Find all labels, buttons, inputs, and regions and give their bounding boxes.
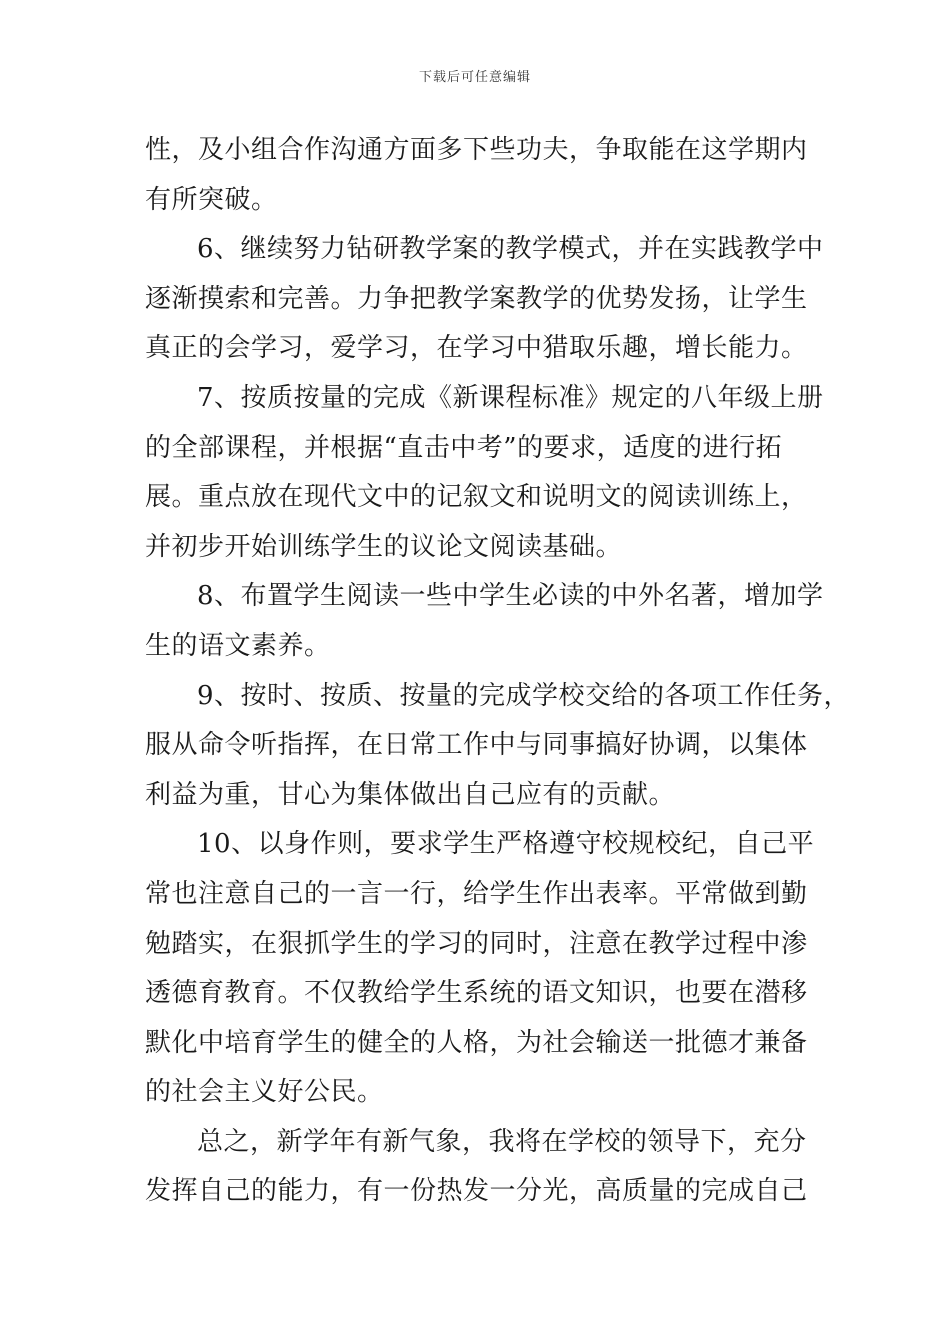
text-line: 9、按时、按质、按量的完成学校交给的各项工作任务， (197, 680, 851, 711)
text-line: 8、布置学生阅读一些中学生必读的中外名著，增加学 (197, 581, 824, 612)
text-line: 常也注意自己的一言一行，给学生作出表率。平常做到勤 (145, 878, 808, 909)
text-line: 性，及小组合作沟通方面多下些功夫，争取能在这学期内 (145, 135, 808, 165)
document-body (145, 126, 851, 1217)
text-line: 服从命令听指挥，在日常工作中与同事搞好协调，以集体 (145, 730, 808, 761)
text-line: 有所突破。 (145, 184, 278, 215)
text-line: 的社会主义好公民。 (145, 1077, 384, 1108)
text-line: 总之，新学年有新气象，我将在学校的领导下，充分 (197, 1126, 807, 1157)
text-line: 真正的会学习，爱学习，在学习中猎取乐趣，增长能力。 (145, 333, 808, 364)
text-line: 生的语文素养。 (145, 630, 331, 661)
text-line: 并初步开始训练学生的议论文阅读基础。 (145, 531, 623, 562)
text-line: 发挥自己的能力，有一份热发一分光，高质量的完成自己 (145, 1176, 808, 1207)
text-line: 勉踏实，在狠抓学生的学习的同时，注意在教学过程中渗 (145, 928, 808, 959)
text-line: 的全部课程，并根据“直击中考”的要求，适度的进行拓 (145, 432, 783, 463)
text-line: 7、按质按量的完成《新课程标准》规定的八年级上册 (197, 382, 824, 413)
text-line: 展。重点放在现代文中的记叙文和说明文的阅读训练上， (145, 482, 808, 513)
header-note: 下载后可任意编辑 (418, 70, 531, 85)
text-line: 6、继续努力钻研教学案的教学模式，并在实践教学中 (197, 234, 824, 265)
text-line: 逐渐摸索和完善。力争把教学案教学的优势发扬，让学生 (145, 283, 808, 314)
text-line: 10、以身作则，要求学生严格遵守校规校纪，自己平 (197, 829, 815, 860)
text-line: 透德育教育。不仅教给学生系统的语文知识，也要在潜移 (145, 978, 808, 1009)
text-line: 利益为重，甘心为集体做出自己应有的贡献。 (145, 779, 676, 810)
text-line: 默化中培育学生的健全的人格，为社会输送一批德才兼备 (145, 1027, 808, 1058)
